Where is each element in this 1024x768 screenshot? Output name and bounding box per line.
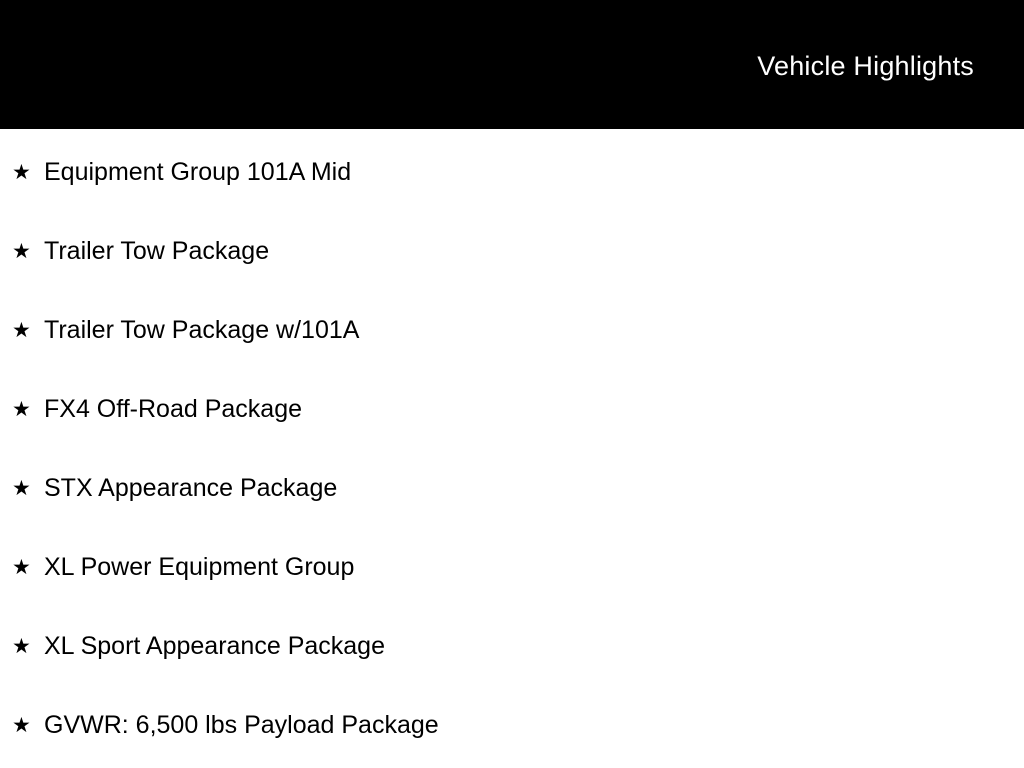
highlight-label: Trailer Tow Package w/101A [44, 316, 360, 344]
star-icon: ★ [12, 477, 31, 500]
list-item [0, 366, 1024, 445]
highlight-label: GVWR: 6,500 lbs Payload Package [44, 711, 439, 739]
highlight-label: XL Sport Appearance Package [44, 632, 385, 660]
star-icon: ★ [12, 398, 31, 421]
star-icon: ★ [12, 714, 31, 737]
vehicle-highlights-list [0, 129, 1024, 761]
highlight-label: Trailer Tow Package [44, 237, 270, 265]
list-item [0, 129, 1024, 208]
list-item [0, 603, 1024, 682]
list-item [0, 208, 1024, 287]
highlight-label: Equipment Group 101A Mid [44, 158, 352, 186]
list-item [0, 524, 1024, 603]
list-item [0, 287, 1024, 366]
star-icon: ★ [12, 240, 31, 263]
list-item [0, 445, 1024, 524]
star-icon: ★ [12, 319, 31, 342]
header-bar [0, 0, 1024, 129]
page-title: Vehicle Highlights [757, 51, 974, 81]
star-icon: ★ [12, 161, 31, 184]
list-item [0, 682, 1024, 761]
highlight-label: STX Appearance Package [44, 474, 338, 502]
highlight-label: XL Power Equipment Group [44, 553, 355, 581]
star-icon: ★ [12, 556, 31, 579]
highlight-label: FX4 Off-Road Package [44, 395, 303, 423]
star-icon: ★ [12, 635, 31, 658]
